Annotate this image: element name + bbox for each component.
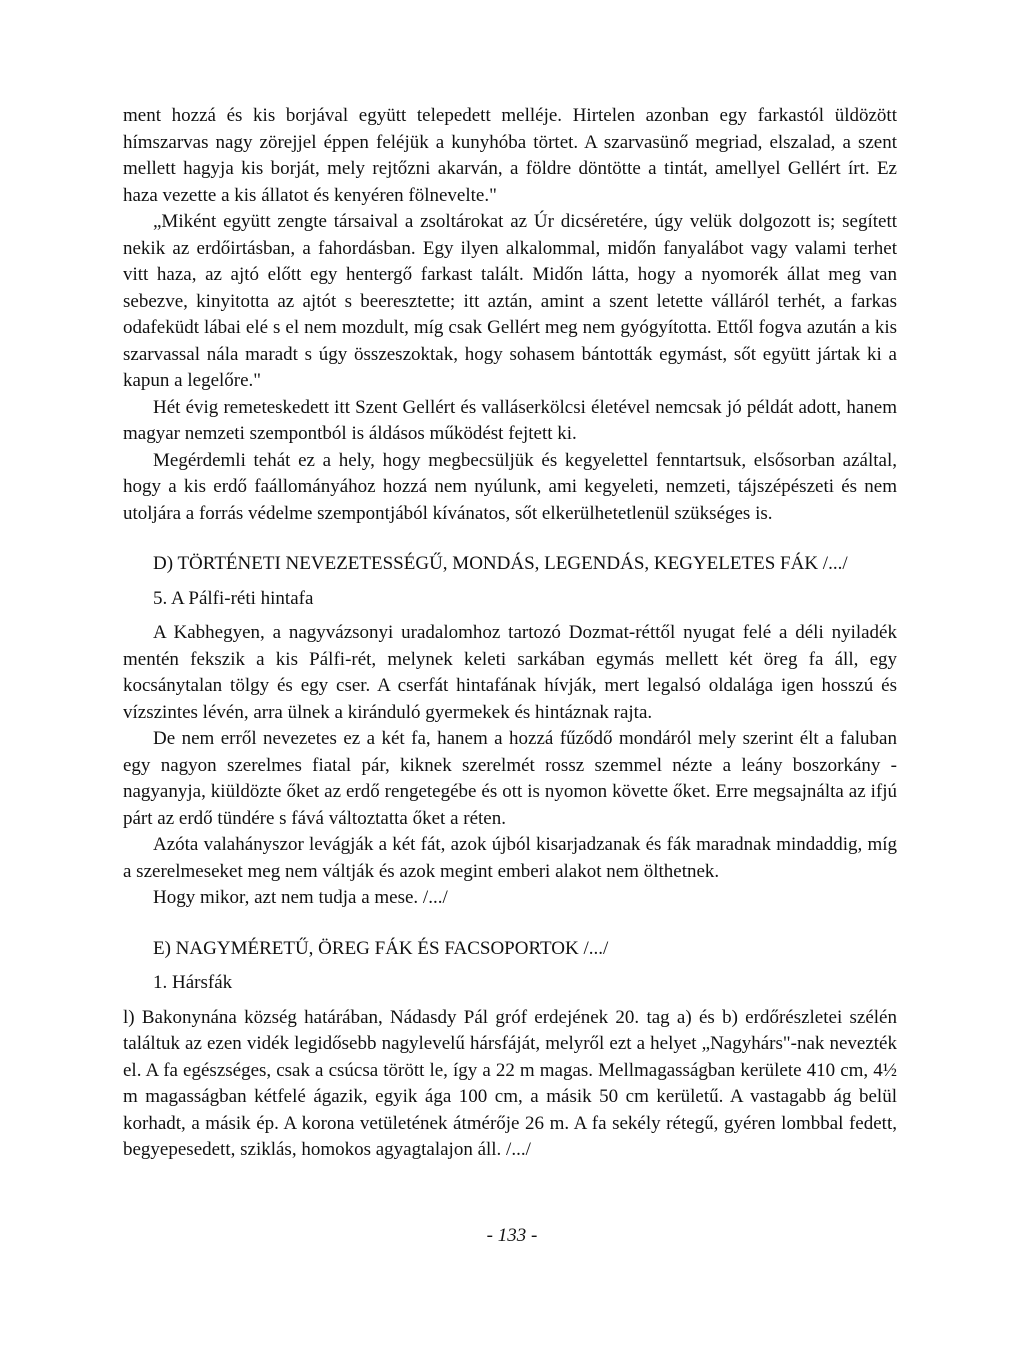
paragraph: Hogy mikor, azt nem tudja a mese. /.../ bbox=[153, 887, 448, 908]
section-heading: D) TÖRTÉNETI NEVEZETESSÉGŰ, MONDÁS, LEGENDÁS, KEGYELETES FÁK /.../ bbox=[153, 553, 848, 574]
paragraph: Hét évig remeteskedett itt Szent Gellért és valláserkölcsi életével nemcsak jó példát adott, hanem magyar nemzeti szempontból is áldásos működést fejtett ki. bbox=[123, 396, 897, 444]
page-number: - 133 - bbox=[486, 1225, 538, 1246]
paragraph: ment hozzá és kis borjával együtt telepedett melléje. Hirtelen azonban egy farkastól üldözött hímszarvas nagy zörejjel éppen feléjük a kunyhóba törtet. A szarvasünő megriad, elszalad, a szent mellett hagyja kis borját, mely rejtőzni akarván, a földre döntötte a tintát, amellyel Gellért írt. Ez haza vezette a kis állatot és kenyéren fölnevelte." bbox=[123, 105, 897, 206]
page-body bbox=[123, 103, 897, 1164]
paragraph: De nem erről nevezetes ez a két fa, hanem a hozzá fűződő mondáról mely szerint élt a faluban egy nagyon szerelmes fiatal pár, kiknek szerelmét rossz szemmel nézte a leány boszorkány - nagyanyja, kiüldözte őket az erdő rengetegébe és ott is nyomon követte őket. Erre megsajnálta az ifjú párt az erdő tündére s fává változtatta őket a réten. bbox=[123, 728, 897, 829]
paragraph: A Kabhegyen, a nagyvázsonyi uradalomhoz tartozó Dozmat-réttől nyugat felé a déli nyiladék mentén fekszik a kis Pálfi-rét, melynek keleti sarkában egymás mellett két öreg fa áll, egy kocsánytalan tölgy és egy cser. A cserfát hintafának hívják, mert legalsó oldalága igen hosszú és vízszintes lévén, arra ülnek a kiránduló gyermekek és hintáznak rajta. bbox=[123, 622, 897, 723]
paragraph: Megérdemli tehát ez a hely, hogy megbecsüljük és kegyelettel fenntartsuk, elsősorban azáltal, hogy a kis erdő faállományához hozzá nem nyúlunk, ami kegyeleti, nemzeti, tájszépészeti és nem utoljára a forrás védelme szempontjából kívánatos, sőt elkerülhetetlenül szükséges is. bbox=[123, 449, 897, 524]
paragraph: l) Bakonynána község határában, Nádasdy Pál gróf erdejének 20. tag a) és b) erdőrészletei szélén találtuk az ezen vidék legidősebb nagylevelű hársfáját, melyről ezt a helyet „Nagyhárs"-nak nevezték el. A fa egészséges, csak a csúcsa törött le, így a 22 m magas. Mellmagasságban kerülete 410 cm, 4½ m magasságban kétfelé ágazik, egyik ága 100 cm, a másik 50 cm kerületű. A vastagabb ág belül korhadt, a másik ép. A korona vetületének átmérője 26 m. A fa sekély rétegű, gyéren lombbal fedett, begyepesedett, sziklás, homokos agyagtalajon áll. /.../ bbox=[123, 1006, 897, 1160]
paragraph: „Miként együtt zengte társaival a zsoltárokat az Úr dicséretére, úgy velük dolgozott is; segített nekik az erdőirtásban, a fahordásban. Egy ilyen alkalommal, midőn fanyalábot vagy valami terhet vitt haza, az ajtó előtt egy hentergő farkast talált. Midőn látta, hogy a nyomorék állat meg van sebezve, kinyitotta az ajtót s beeresztette; itt aztán, amint a szent letette válláról terhét, a farkas odafeküdt lábai elé s el nem mozdult, míg csak Gellért meg nem gyógyította. Ettől fogva azután a kis szarvassal nála maradt s úgy összeszoktak, hogy sohasem bántották egymást, sőt együtt jártak ki a kapun a legelőre." bbox=[123, 211, 897, 391]
section-subheading: 1. Hársfák bbox=[153, 972, 233, 993]
paragraph: Azóta valahányszor levágják a két fát, azok újból kisarjadzanak és fák maradnak mindaddig, míg a szerelmeseket meg nem váltják és azok megint emberi alakot nem ölthetnek. bbox=[123, 834, 897, 882]
section-heading: E) NAGYMÉRETŰ, ÖREG FÁK ÉS FACSOPORTOK /.../ bbox=[153, 937, 609, 959]
section-subheading: 5. A Pálfi-réti hintafa bbox=[153, 587, 314, 609]
